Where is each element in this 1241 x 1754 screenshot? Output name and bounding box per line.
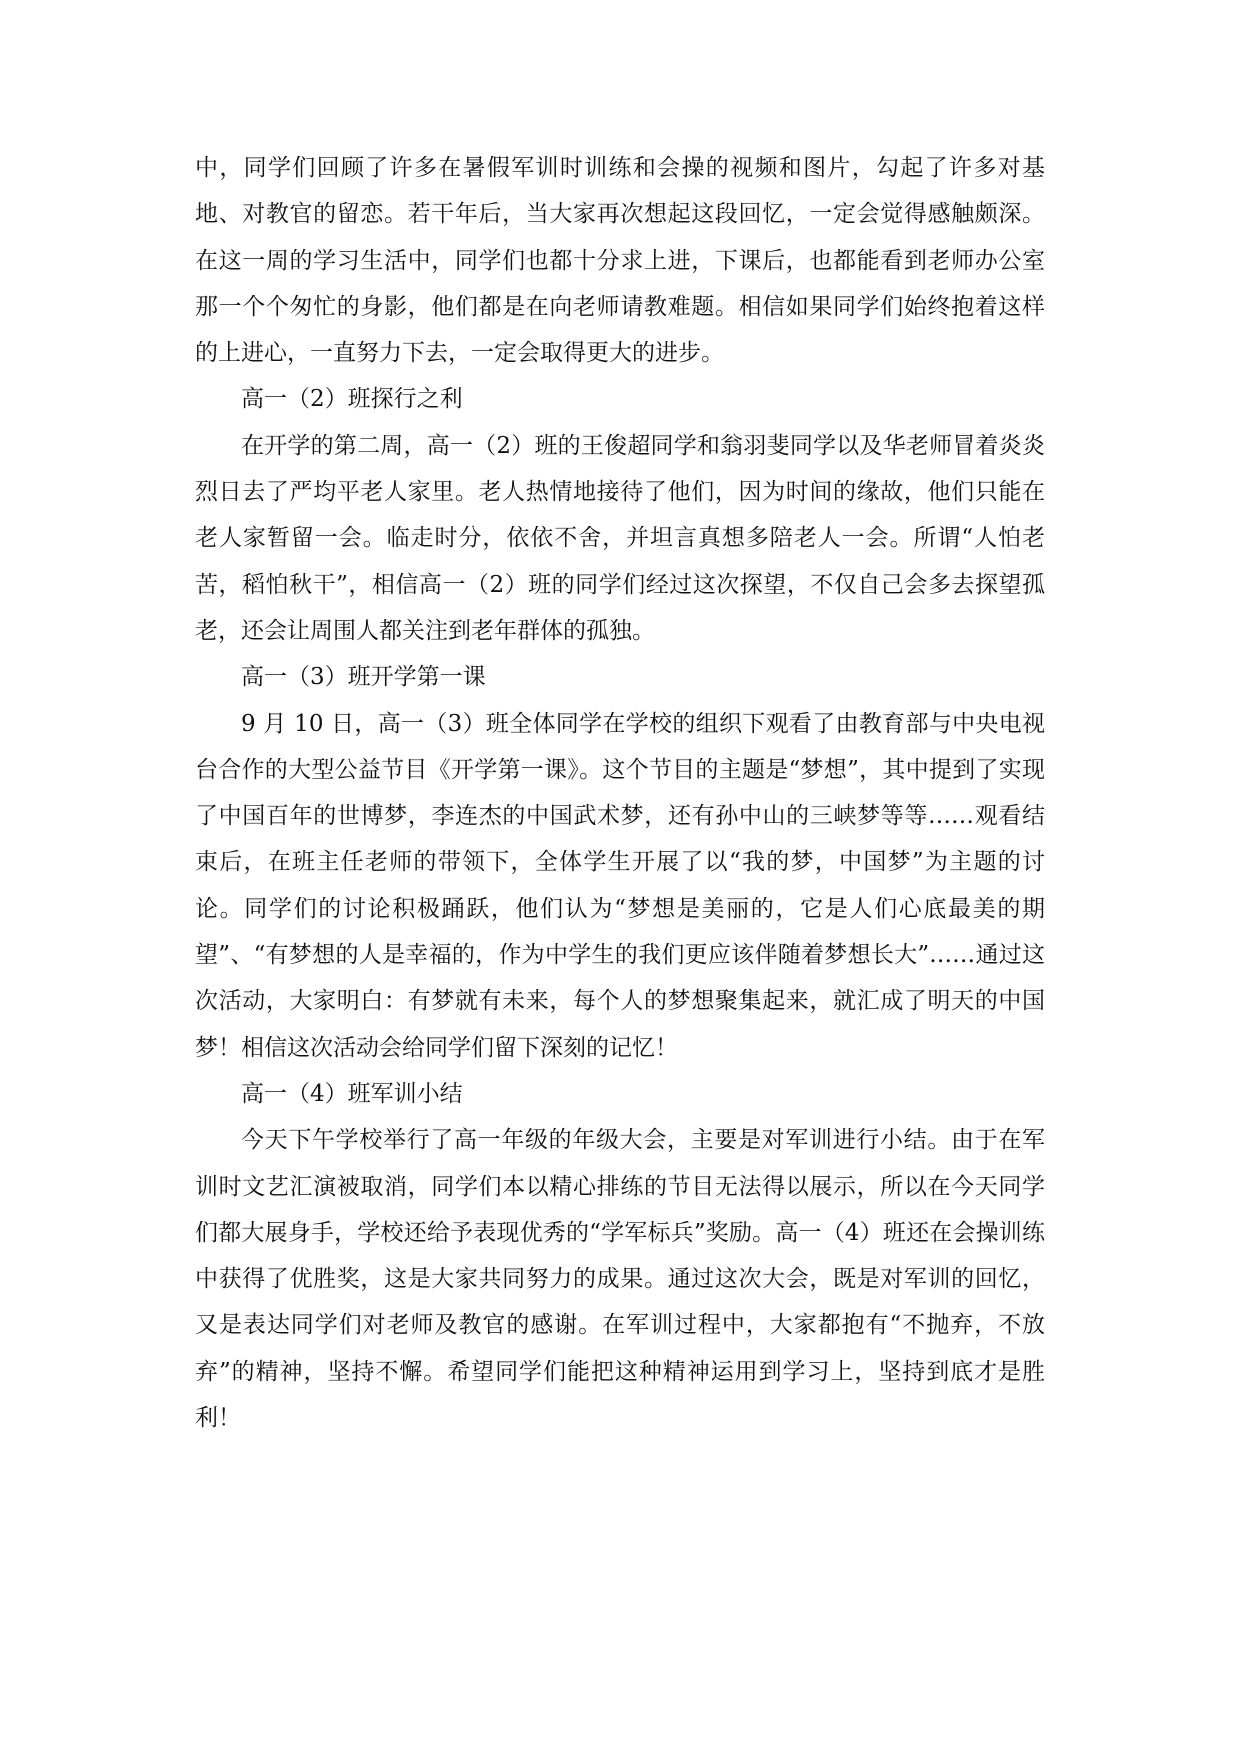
section-heading-class-4: 高一（4）班军训小结 [241,1080,463,1107]
paragraph-intro-continuation: 中，同学们回顾了许多在暑假军训时训练和会操的视频和图片，勾起了许多对基地、对教官的留恋。若干年后，当大家再次想起这段回忆，一定会觉得感触颇深。在这一周的学习生活中，同学们也都十分求上进，下课后，也都能看到老师办公室那一个个匆忙的身影，他们都是在向老师请教难题。相信如果同学们始终抱着这样的上进心，一直努力下去，一定会取得更大的进步。 [195,155,1045,367]
paragraph-class-3-first-lesson: 9 月 10 日，高一（3）班全体同学在学校的组织下观看了由教育部与中央电视台合作的大型公益节目《开学第一课》。这个节目的主题是“梦想”，其中提到了实现了中国百年的世博梦，李连杰的中国武术梦，还有孙中山的三峡梦等等……观看结束后，在班主任老师的带领下，全体学生开展了以“我的梦，中国梦”为主题的讨论。同学们的讨论积极踊跃，他们认为“梦想是美丽的，它是人们心底最美的期望”、“有梦想的人是幸福的，作为中学生的我们更应该伴随着梦想长大”……通过这次活动，大家明白：有梦就有未来，每个人的梦想聚集起来，就汇成了明天的中国梦！相信这次活动会给同学们留下深刻的记忆！ [195,710,1045,1061]
document-body [195,145,1045,1441]
section-heading-class-2: 高一（2）班探行之利 [241,386,463,413]
paragraph-class-4-military-training: 今天下午学校举行了高一年级的年级大会，主要是对军训进行小结。由于在军训时文艺汇演被取消，同学们本以精心排练的节目无法得以展示，所以在今天同学们都大展身手，学校还给予表现优秀的“学军标兵”奖励。高一（4）班还在会操训练中获得了优胜奖，这是大家共同努力的成果。通过这次大会，既是对军训的回忆，又是表达同学们对老师及教官的感谢。在军训过程中，大家都抱有“不抛弃，不放弃”的精神，坚持不懈。希望同学们能把这种精神运用到学习上，坚持到底才是胜利！ [195,1127,1045,1432]
section-heading-class-3: 高一（3）班开学第一课 [241,664,486,691]
paragraph-class-2-visit: 在开学的第二周，高一（2）班的王俊超同学和翁羽斐同学以及华老师冒着炎炎烈日去了严均平老人家里。老人热情地接待了他们，因为时间的缘故，他们只能在老人家暂留一会。临走时分，依依不舍，并坦言真想多陪老人一会。所谓“人怕老苦，稻怕秋干”，相信高一（2）班的同学们经过这次探望，不仅自己会多去探望孤老，还会让周围人都关注到老年群体的孤独。 [195,432,1045,644]
